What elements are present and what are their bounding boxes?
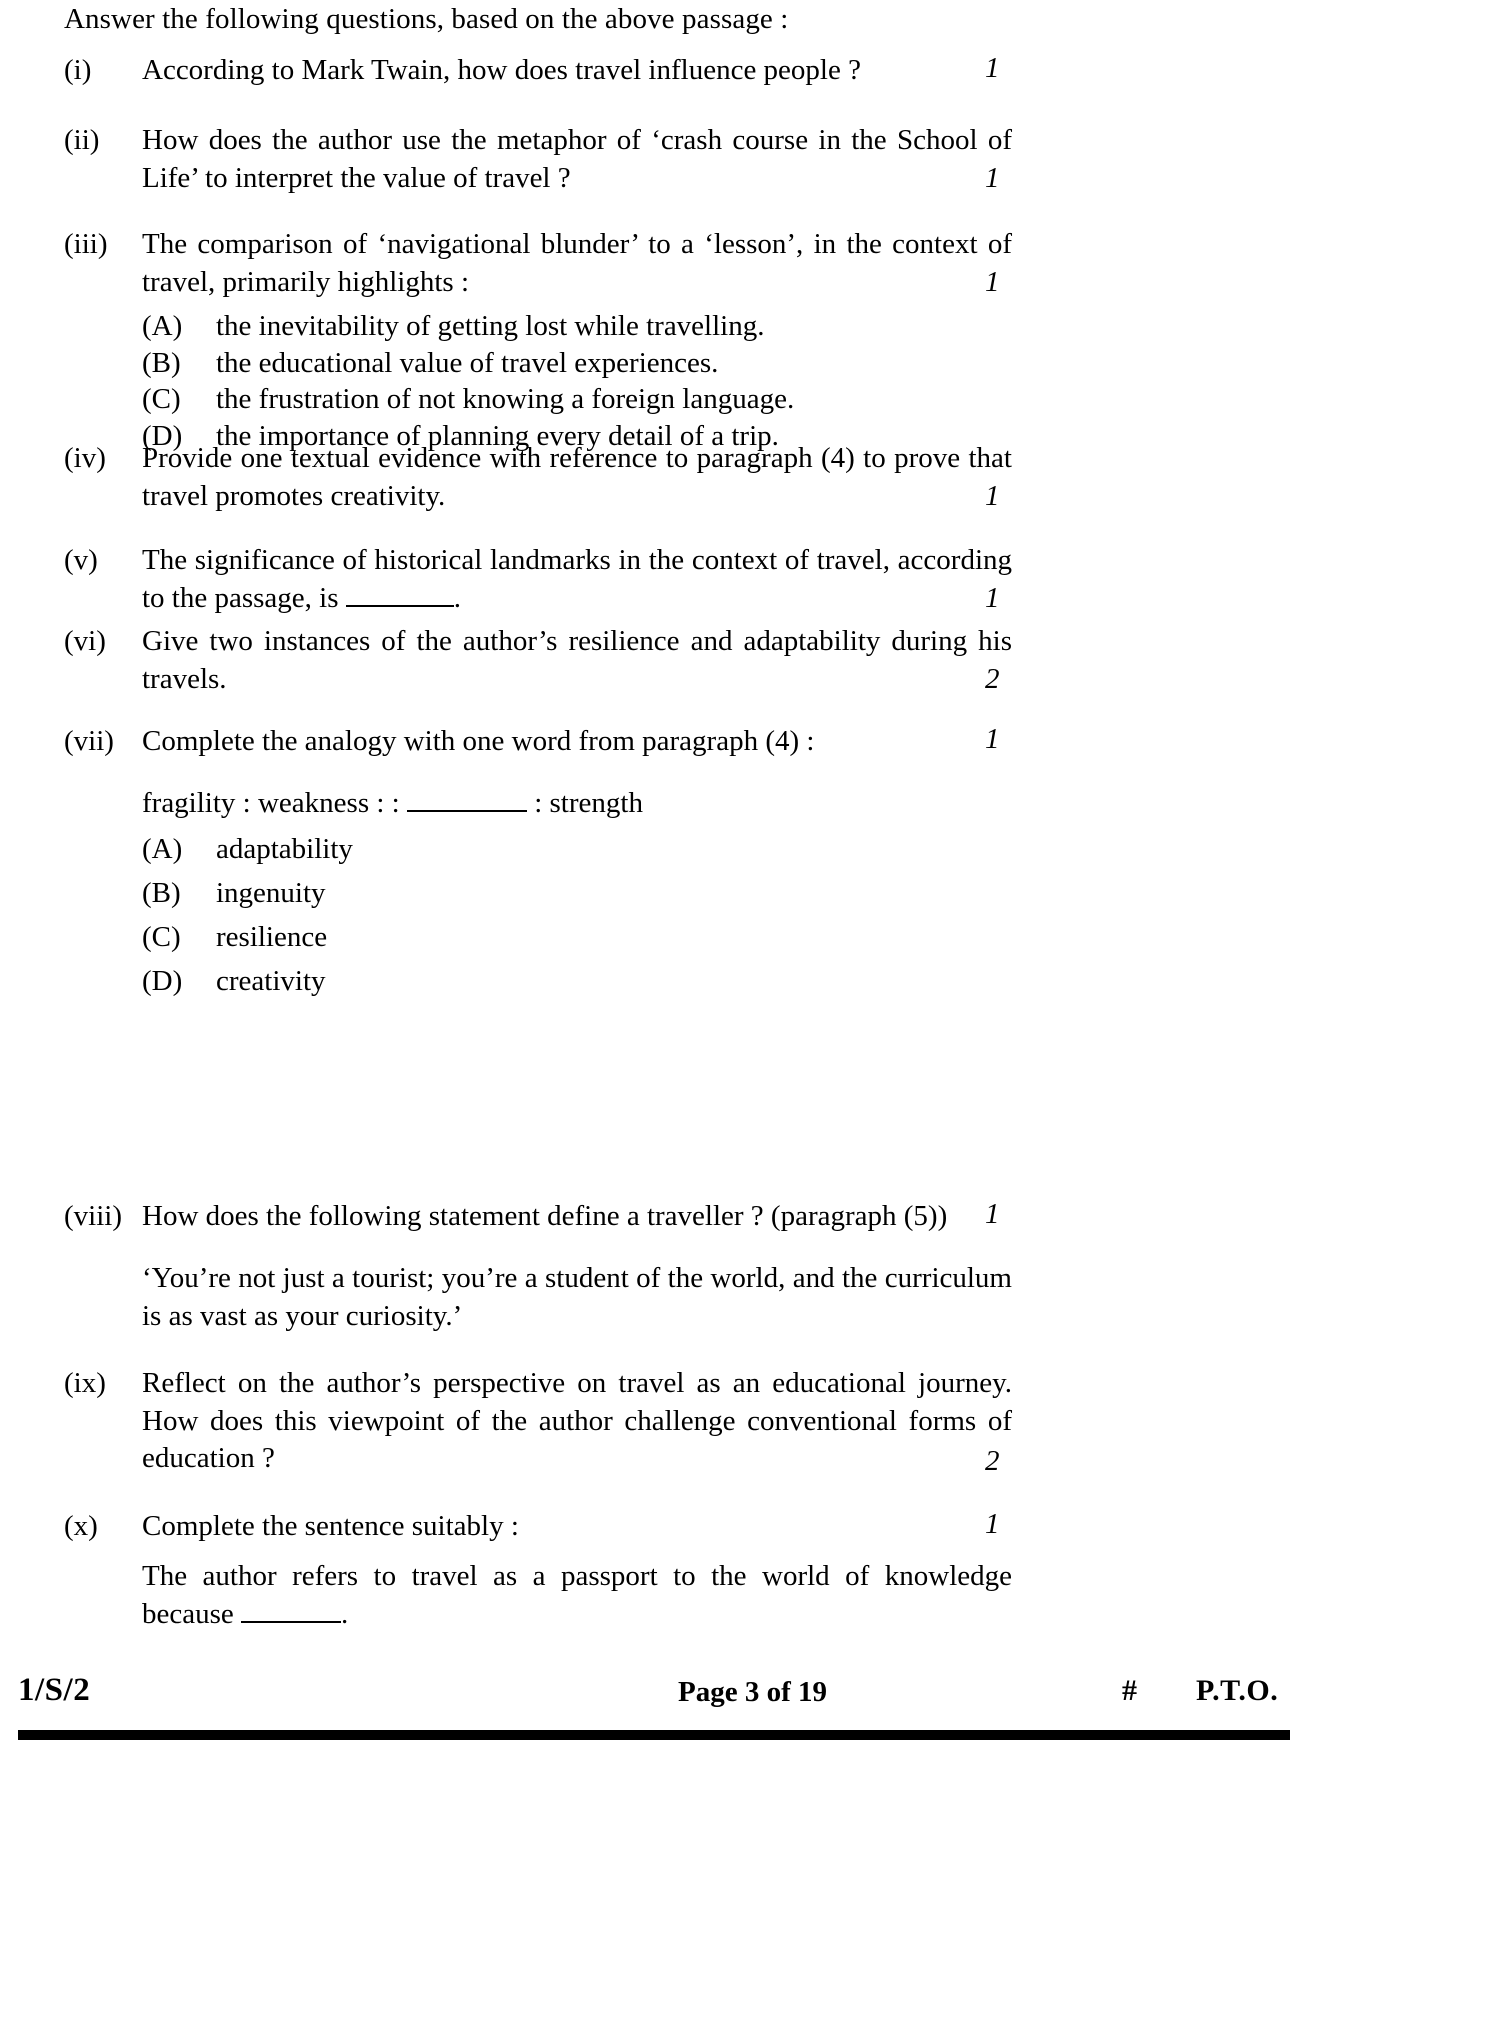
option-label: (C) [142,921,181,953]
sentence-before-blank: The author refers to travel as a passport to the world of knowledge because [142,1560,1012,1630]
question-marks: 1 [985,162,1000,194]
question-marker: (ii) [64,124,100,156]
question-text: How does the author use the metaphor of ‘crash course in the School of Life’ to interpret the value of travel ? [142,124,1012,194]
question-text: Complete the analogy with one word from paragraph (4) : [142,725,815,757]
question-marker: (x) [64,1510,98,1542]
page-footer [0,1672,1505,1732]
question-text [142,542,1012,617]
option-text: ingenuity [216,877,326,909]
question-marker: (v) [64,544,98,576]
question-marks: 2 [985,663,1000,695]
question-text: The comparison of ‘navigational blunder’ to a ‘lesson’, in the context of travel, primarily highlights : [142,228,1012,298]
option-list [142,308,1042,454]
footer-rule [18,1730,1290,1740]
quote-text: ‘You’re not just a tourist; you’re a student of the world, and the curriculum is as vast as your curiosity.’ [142,1262,1012,1332]
question-text: Reflect on the author’s perspective on travel as an educational journey. How does this viewpoint of the author challenge conventional forms of education ? [142,1367,1012,1475]
answer-blank[interactable] [346,605,454,607]
option-row[interactable] [142,345,1042,382]
question-text: Complete the sentence suitably : [142,1510,519,1542]
option-text: the frustration of not knowing a foreign language. [216,383,795,416]
page-number: Page 3 of 19 [678,1676,827,1708]
question-marks: 2 [985,1445,1000,1477]
question-marks: 1 [985,1508,1000,1540]
answer-blank[interactable] [241,1621,341,1623]
option-label: (A) [142,310,183,342]
option-text: adaptability [216,833,353,865]
pto-label: P.T.O. [1196,1674,1279,1707]
question-text-before-blank: The significance of historical landmarks in the context of travel, according to the passage, is [142,544,1012,614]
question-marks: 1 [985,480,1000,512]
paper-code: 1/S/2 [18,1672,91,1708]
option-row[interactable] [142,308,1042,345]
question-marker: (vii) [64,725,114,757]
question-marker: (ix) [64,1367,106,1399]
option-label: (B) [142,877,181,909]
question-marks: 1 [985,723,1000,755]
option-text: resilience [216,921,328,953]
question-marks: 1 [985,1198,1000,1230]
option-text: the inevitability of getting lost while travelling. [216,310,765,342]
option-label: (C) [142,383,181,416]
option-row[interactable] [142,381,1042,418]
hash-icon: # [1122,1674,1137,1707]
option-text: the educational value of travel experiences. [216,346,719,379]
sentence-after-blank: . [341,1597,349,1630]
option-text: the importance of planning every detail of a trip. [216,419,779,452]
question-marker: (vi) [64,625,106,657]
question-marker: (iv) [64,442,106,474]
option-list [142,835,1042,1011]
question-marks: 1 [985,266,1000,298]
instruction-line: Answer the following questions, based on the above passage : [64,3,789,35]
option-row[interactable] [142,967,1042,996]
option-label: (D) [142,419,183,452]
question-marks: 1 [985,582,1000,614]
option-label: (D) [142,965,183,997]
analogy-line [142,785,1012,823]
analogy-blank[interactable] [407,810,527,812]
question-text: How does the following statement define a traveller ? (paragraph (5)) [142,1200,948,1232]
option-label: (B) [142,346,181,379]
question-marker: (i) [64,54,92,86]
sentence-completion [142,1558,1012,1633]
question-text: Give two instances of the author’s resilience and adaptability during his travels. [142,625,1012,695]
option-label: (A) [142,833,183,865]
option-row[interactable] [142,835,1042,864]
option-text: creativity [216,965,326,997]
question-marks: 1 [985,52,1000,84]
option-row[interactable] [142,923,1042,952]
question-text-after-blank: . [453,581,462,614]
question-text: Provide one textual evidence with reference to paragraph (4) to prove that travel promotes creativity. [142,442,1012,512]
option-row[interactable] [142,879,1042,908]
question-marker: (iii) [64,228,108,260]
question-text: According to Mark Twain, how does travel influence people ? [142,54,861,86]
question-marker: (viii) [64,1200,122,1232]
analogy-before: fragility : weakness : : [142,787,407,819]
analogy-after: : strength [526,787,643,819]
